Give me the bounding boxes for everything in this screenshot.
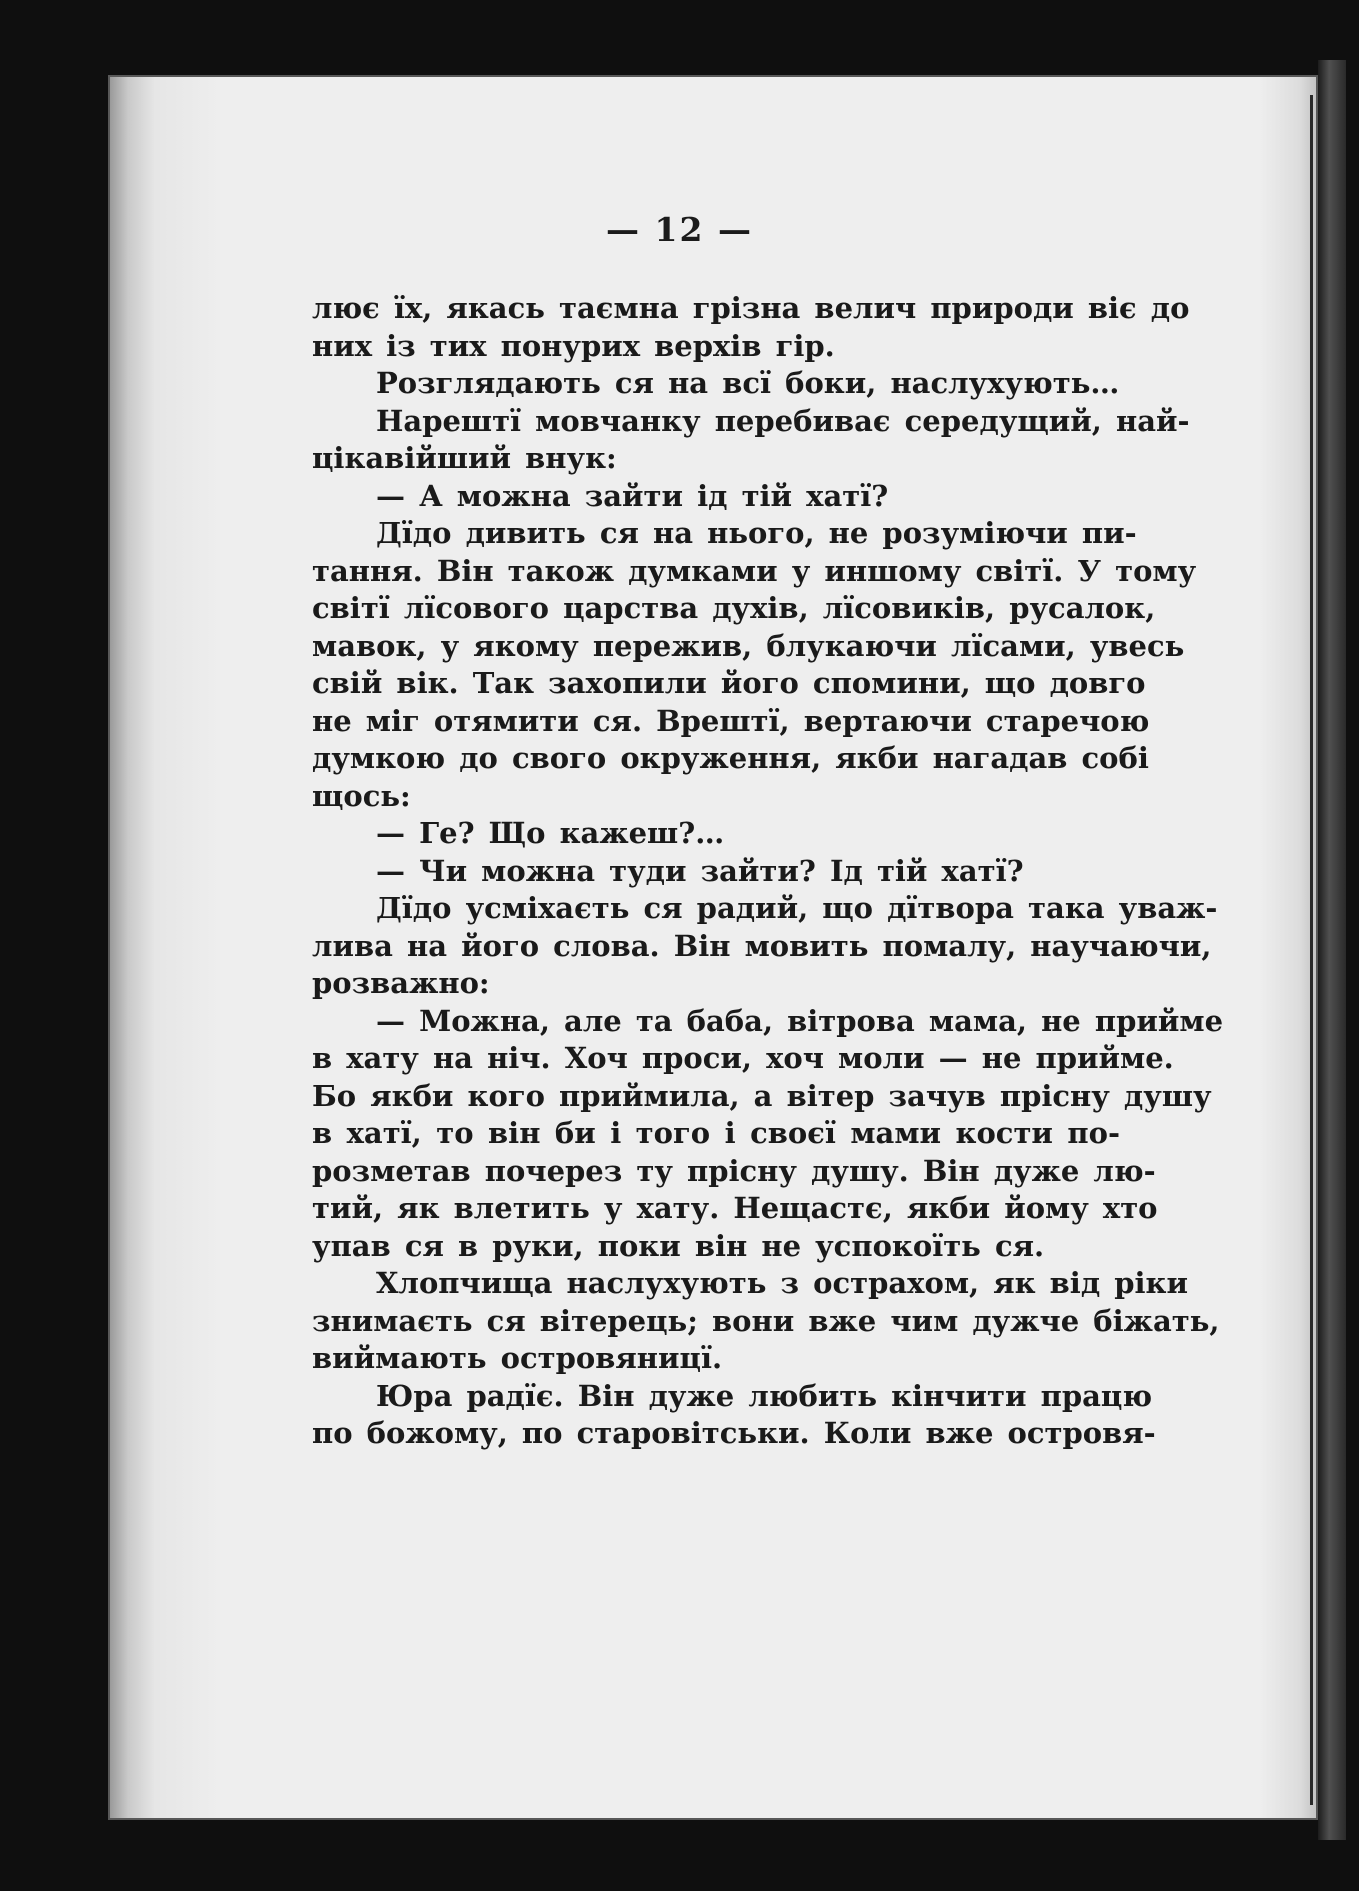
text-line: лює їх, якась таємна грізна велич природи віє до <box>312 291 1190 325</box>
text-line: — А можна зайти ід тій хатї? <box>376 478 889 513</box>
text-line: Нарештї мовчанку перебиває середущий, най- <box>376 403 1190 438</box>
text-line: цікавійший внук: <box>312 441 617 475</box>
text-line: в хату на ніч. Хоч проси, хоч моли — не прийме. <box>312 1041 1174 1075</box>
text-line: виймають островяницї. <box>312 1341 723 1375</box>
text-line: знимаєть ся вітерець; вони вже чим дужче біжать, <box>312 1303 1220 1338</box>
text-line: Дїдо усміхаєть ся радий, що дїтвора така уваж- <box>376 891 1218 925</box>
text-line: — Чи можна туди зайти? Ід тій хатї? <box>376 853 1024 888</box>
text-line: по божому, по старовітськи. Коли вже островя- <box>312 1416 1156 1450</box>
text-line: них із тих понурих верхів гір. <box>312 328 835 363</box>
page-number: — 12 — <box>606 210 753 249</box>
text-line: тання. Він також думками у иншому світї. У тому <box>312 553 1197 588</box>
text-line: Розглядають ся на всї боки, наслухують… <box>376 366 1120 400</box>
body-text <box>312 290 1224 1453</box>
text-line: розметав почерез ту прісну душу. Він дуже лю- <box>312 1153 1156 1188</box>
book-spine <box>1318 60 1346 1840</box>
text-line: світї лїсового царства духів, лїсовиків, русалок, <box>312 591 1156 625</box>
text-line: — Можна, але та баба, вітрова мама, не прийме <box>376 1003 1224 1038</box>
text-line: щось: <box>312 778 411 813</box>
text-line: Бо якби кого приймила, а вітер зачув прісну душу <box>312 1078 1212 1113</box>
text-line: тий, як влетить у хату. Нещастє, якби йому хто <box>312 1191 1158 1225</box>
text-line: упав ся в руки, поки він не успокоїть ся. <box>312 1228 1045 1263</box>
text-line: думкою до свого окруження, якби нагадав собі <box>312 741 1149 775</box>
text-line: не міг отямити ся. Врештї, вертаючи старечою <box>312 703 1150 738</box>
text-line: лива на його слова. Він мовить помалу, научаючи, <box>312 928 1212 963</box>
text-line: Юра радїє. Він дуже любить кінчити працю <box>376 1378 1153 1413</box>
text-line: свій вік. Так захопили його спомини, що довго <box>312 666 1146 700</box>
text-line: в хатї, то він би і того і своєї мами кости по- <box>312 1116 1120 1150</box>
text-line: розважно: <box>312 966 490 1000</box>
page-edge-rule <box>1310 95 1313 1805</box>
text-line: Дїдо дивить ся на нього, не розуміючи пи- <box>376 516 1137 550</box>
text-line: Хлопчища наслухують з острахом, як від ріки <box>376 1266 1188 1300</box>
text-line: мавок, у якому пережив, блукаючи лїсами, увесь <box>312 628 1185 663</box>
text-line: — Ге? Що кажеш?… <box>376 816 725 850</box>
